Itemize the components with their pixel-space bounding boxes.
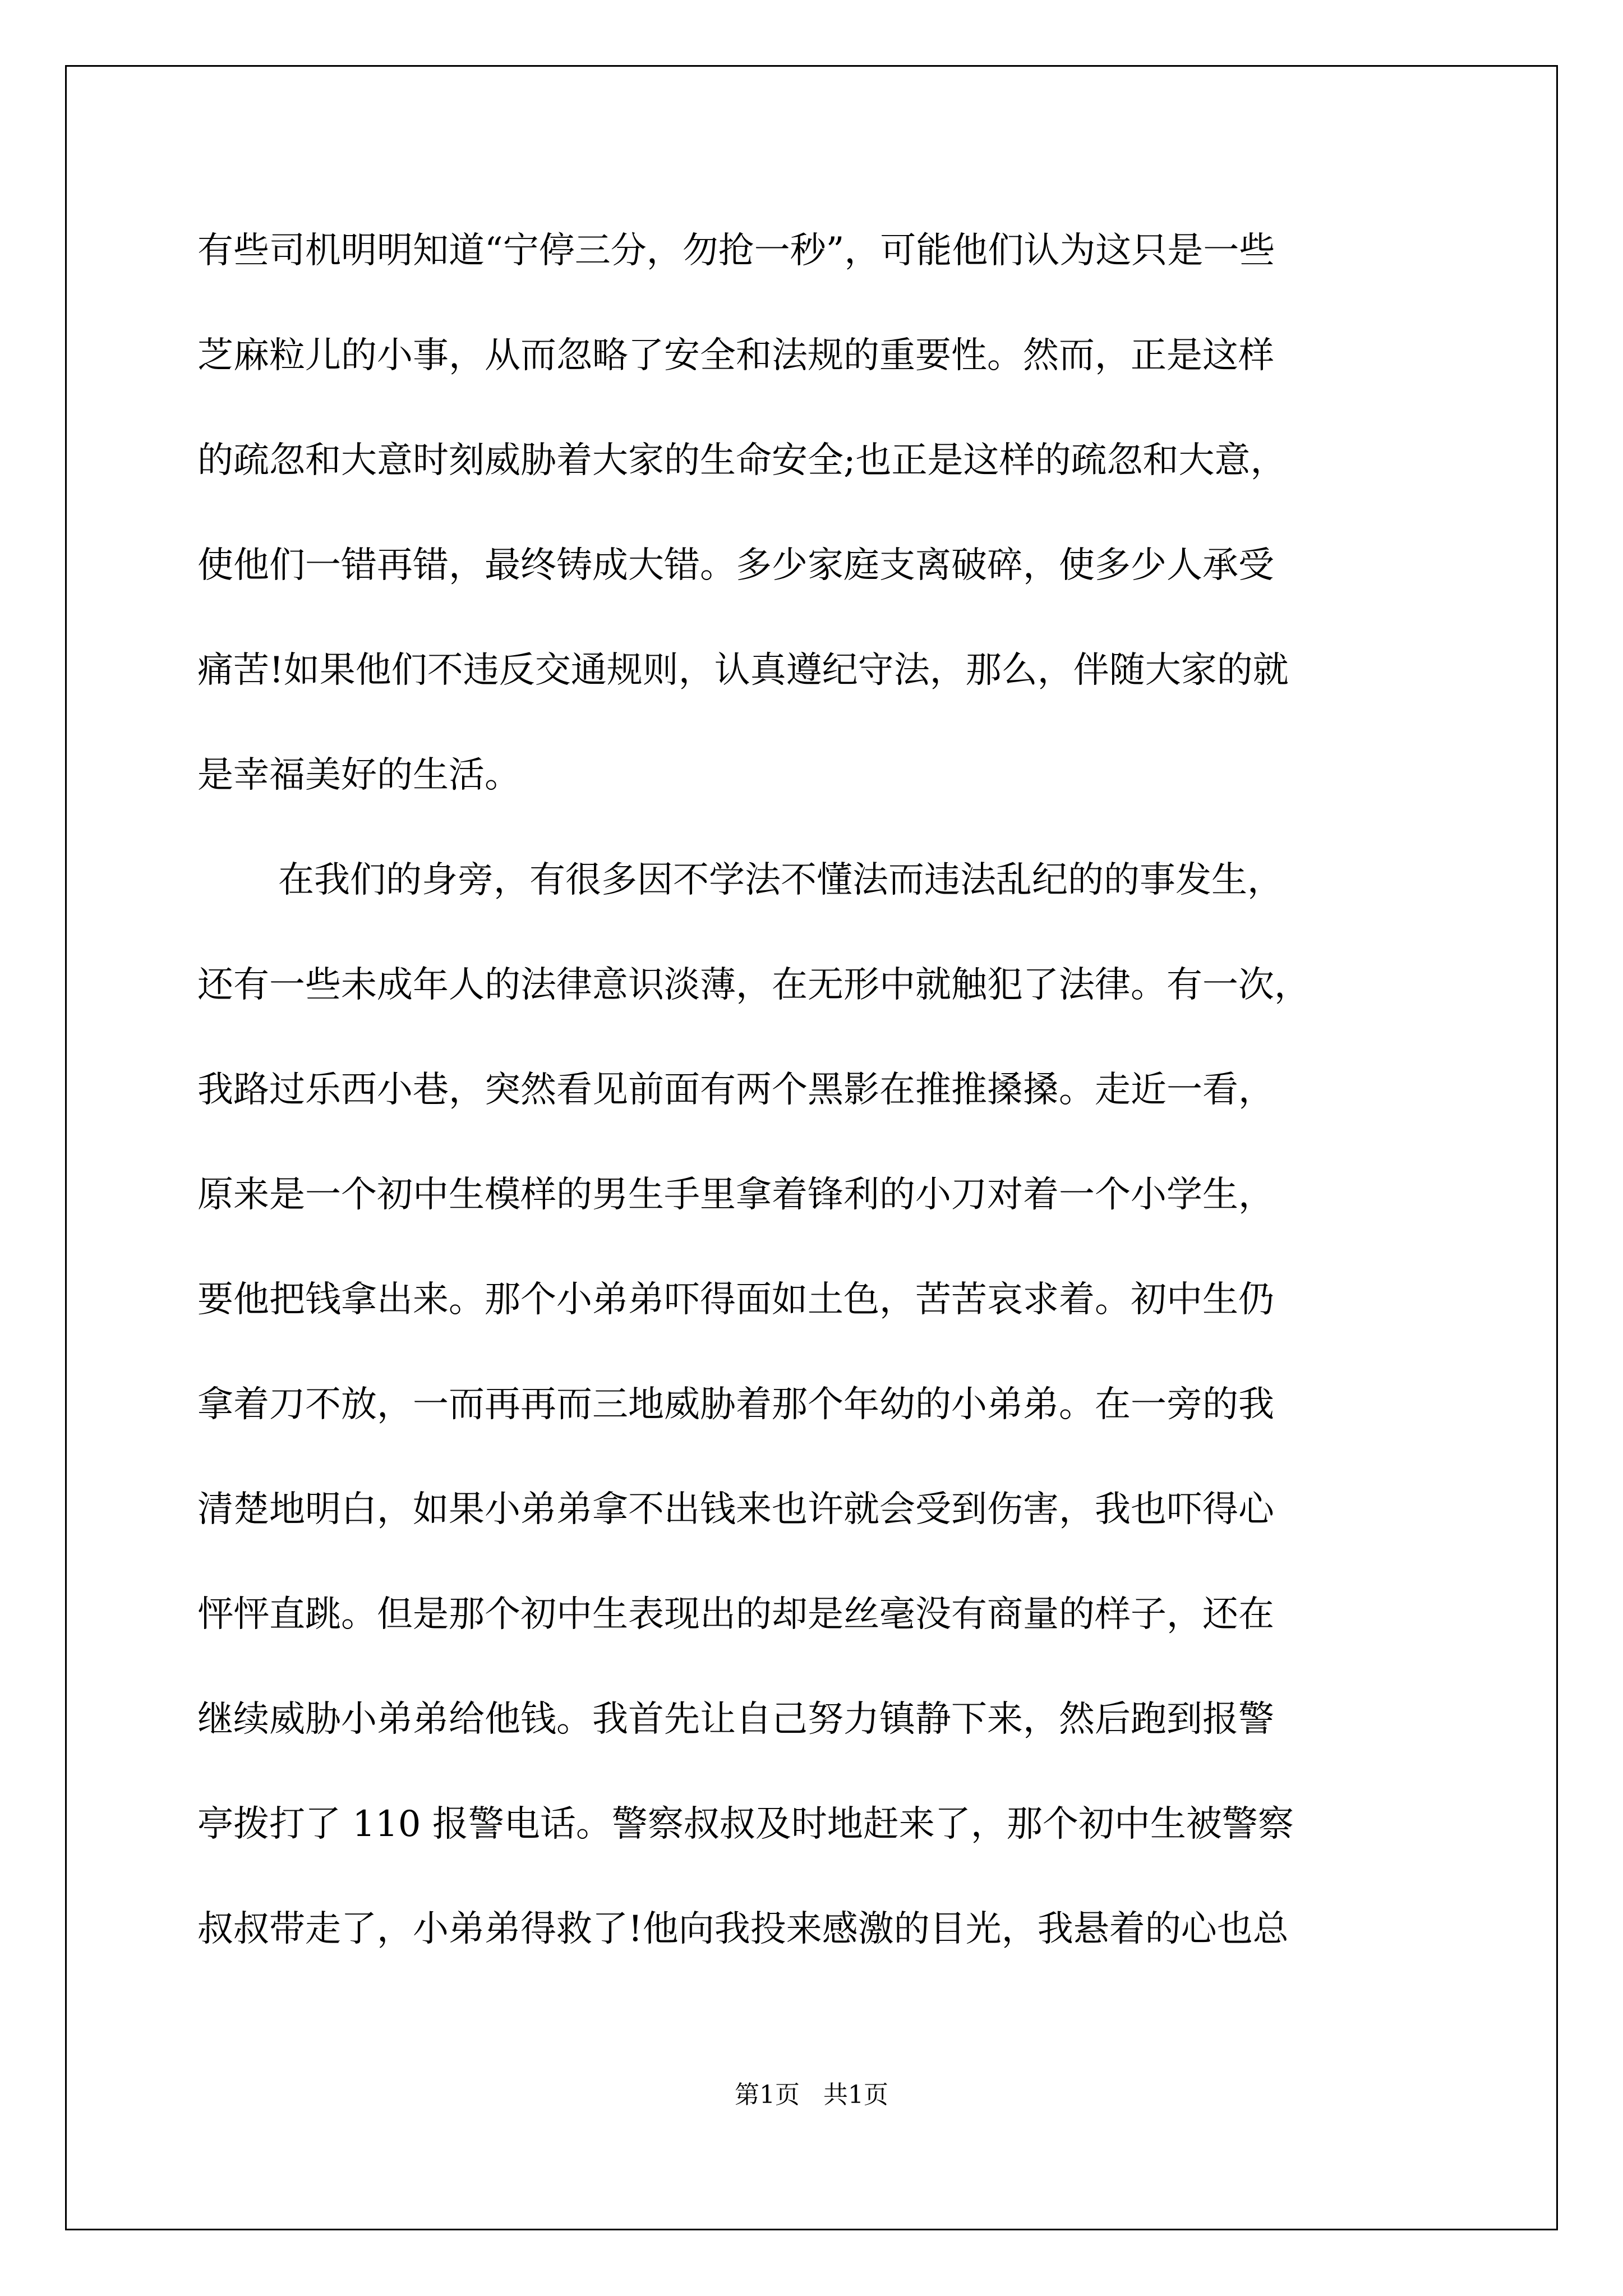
text-line: 有些司机明明知道“宁停三分，勿抢一秒”，可能他们认为这只是一些 xyxy=(197,230,1275,272)
text-line: 的疏忽和大意时刻威胁着大家的生命安全;也正是这样的疏忽和大意， xyxy=(197,440,1287,481)
text-line: 还有一些未成年人的法律意识淡薄，在无形中就触犯了法律。有一次， xyxy=(197,964,1310,1006)
page-border xyxy=(65,65,1558,2230)
text-line: 叔叔带走了，小弟弟得救了!他向我投来感激的目光，我悬着的心也总 xyxy=(197,1908,1289,1950)
text-line: 芝麻粒儿的小事，从而忽略了安全和法规的重要性。然而，正是这样 xyxy=(197,335,1274,376)
text-line: 痛苦!如果他们不违反交通规则，认真遵纪守法，那么，伴随大家的就 xyxy=(197,650,1289,691)
text-line: 是幸福美好的生活。 xyxy=(197,754,520,796)
text-line: 使他们一错再错，最终铸成大错。多少家庭支离破碎，使多少人承受 xyxy=(197,545,1274,586)
paragraph-first-line: 在我们的身旁，有很多因不学法不懂法而违法乱纪的的事发生， xyxy=(278,859,1283,901)
text-line: 继续威胁小弟弟给他钱。我首先让自己努力镇静下来，然后跑到报警 xyxy=(197,1699,1274,1740)
text-line: 清楚地明白，如果小弟弟拿不出钱来也许就会受到伤害，我也吓得心 xyxy=(197,1489,1274,1530)
page-footer: 第1页 共1页 xyxy=(735,2081,888,2109)
text-line: 原来是一个初中生模样的男生手里拿着锋利的小刀对着一个小学生， xyxy=(197,1174,1274,1216)
text-line: 怦怦直跳。但是那个初中生表现出的却是丝毫没有商量的样子，还在 xyxy=(197,1594,1274,1635)
text-line: 要他把钱拿出来。那个小弟弟吓得面如土色，苦苦哀求着。初中生仍 xyxy=(197,1279,1274,1320)
text-line: 拿着刀不放，一而再再而三地威胁着那个年幼的小弟弟。在一旁的我 xyxy=(197,1384,1274,1425)
text-line: 亭拨打了 110 报警电话。警察叔叔及时地赶来了，那个初中生被警察 xyxy=(197,1803,1294,1845)
text-line: 我路过乐西小巷，突然看见前面有两个黑影在推推搡搡。走近一看， xyxy=(197,1069,1274,1111)
